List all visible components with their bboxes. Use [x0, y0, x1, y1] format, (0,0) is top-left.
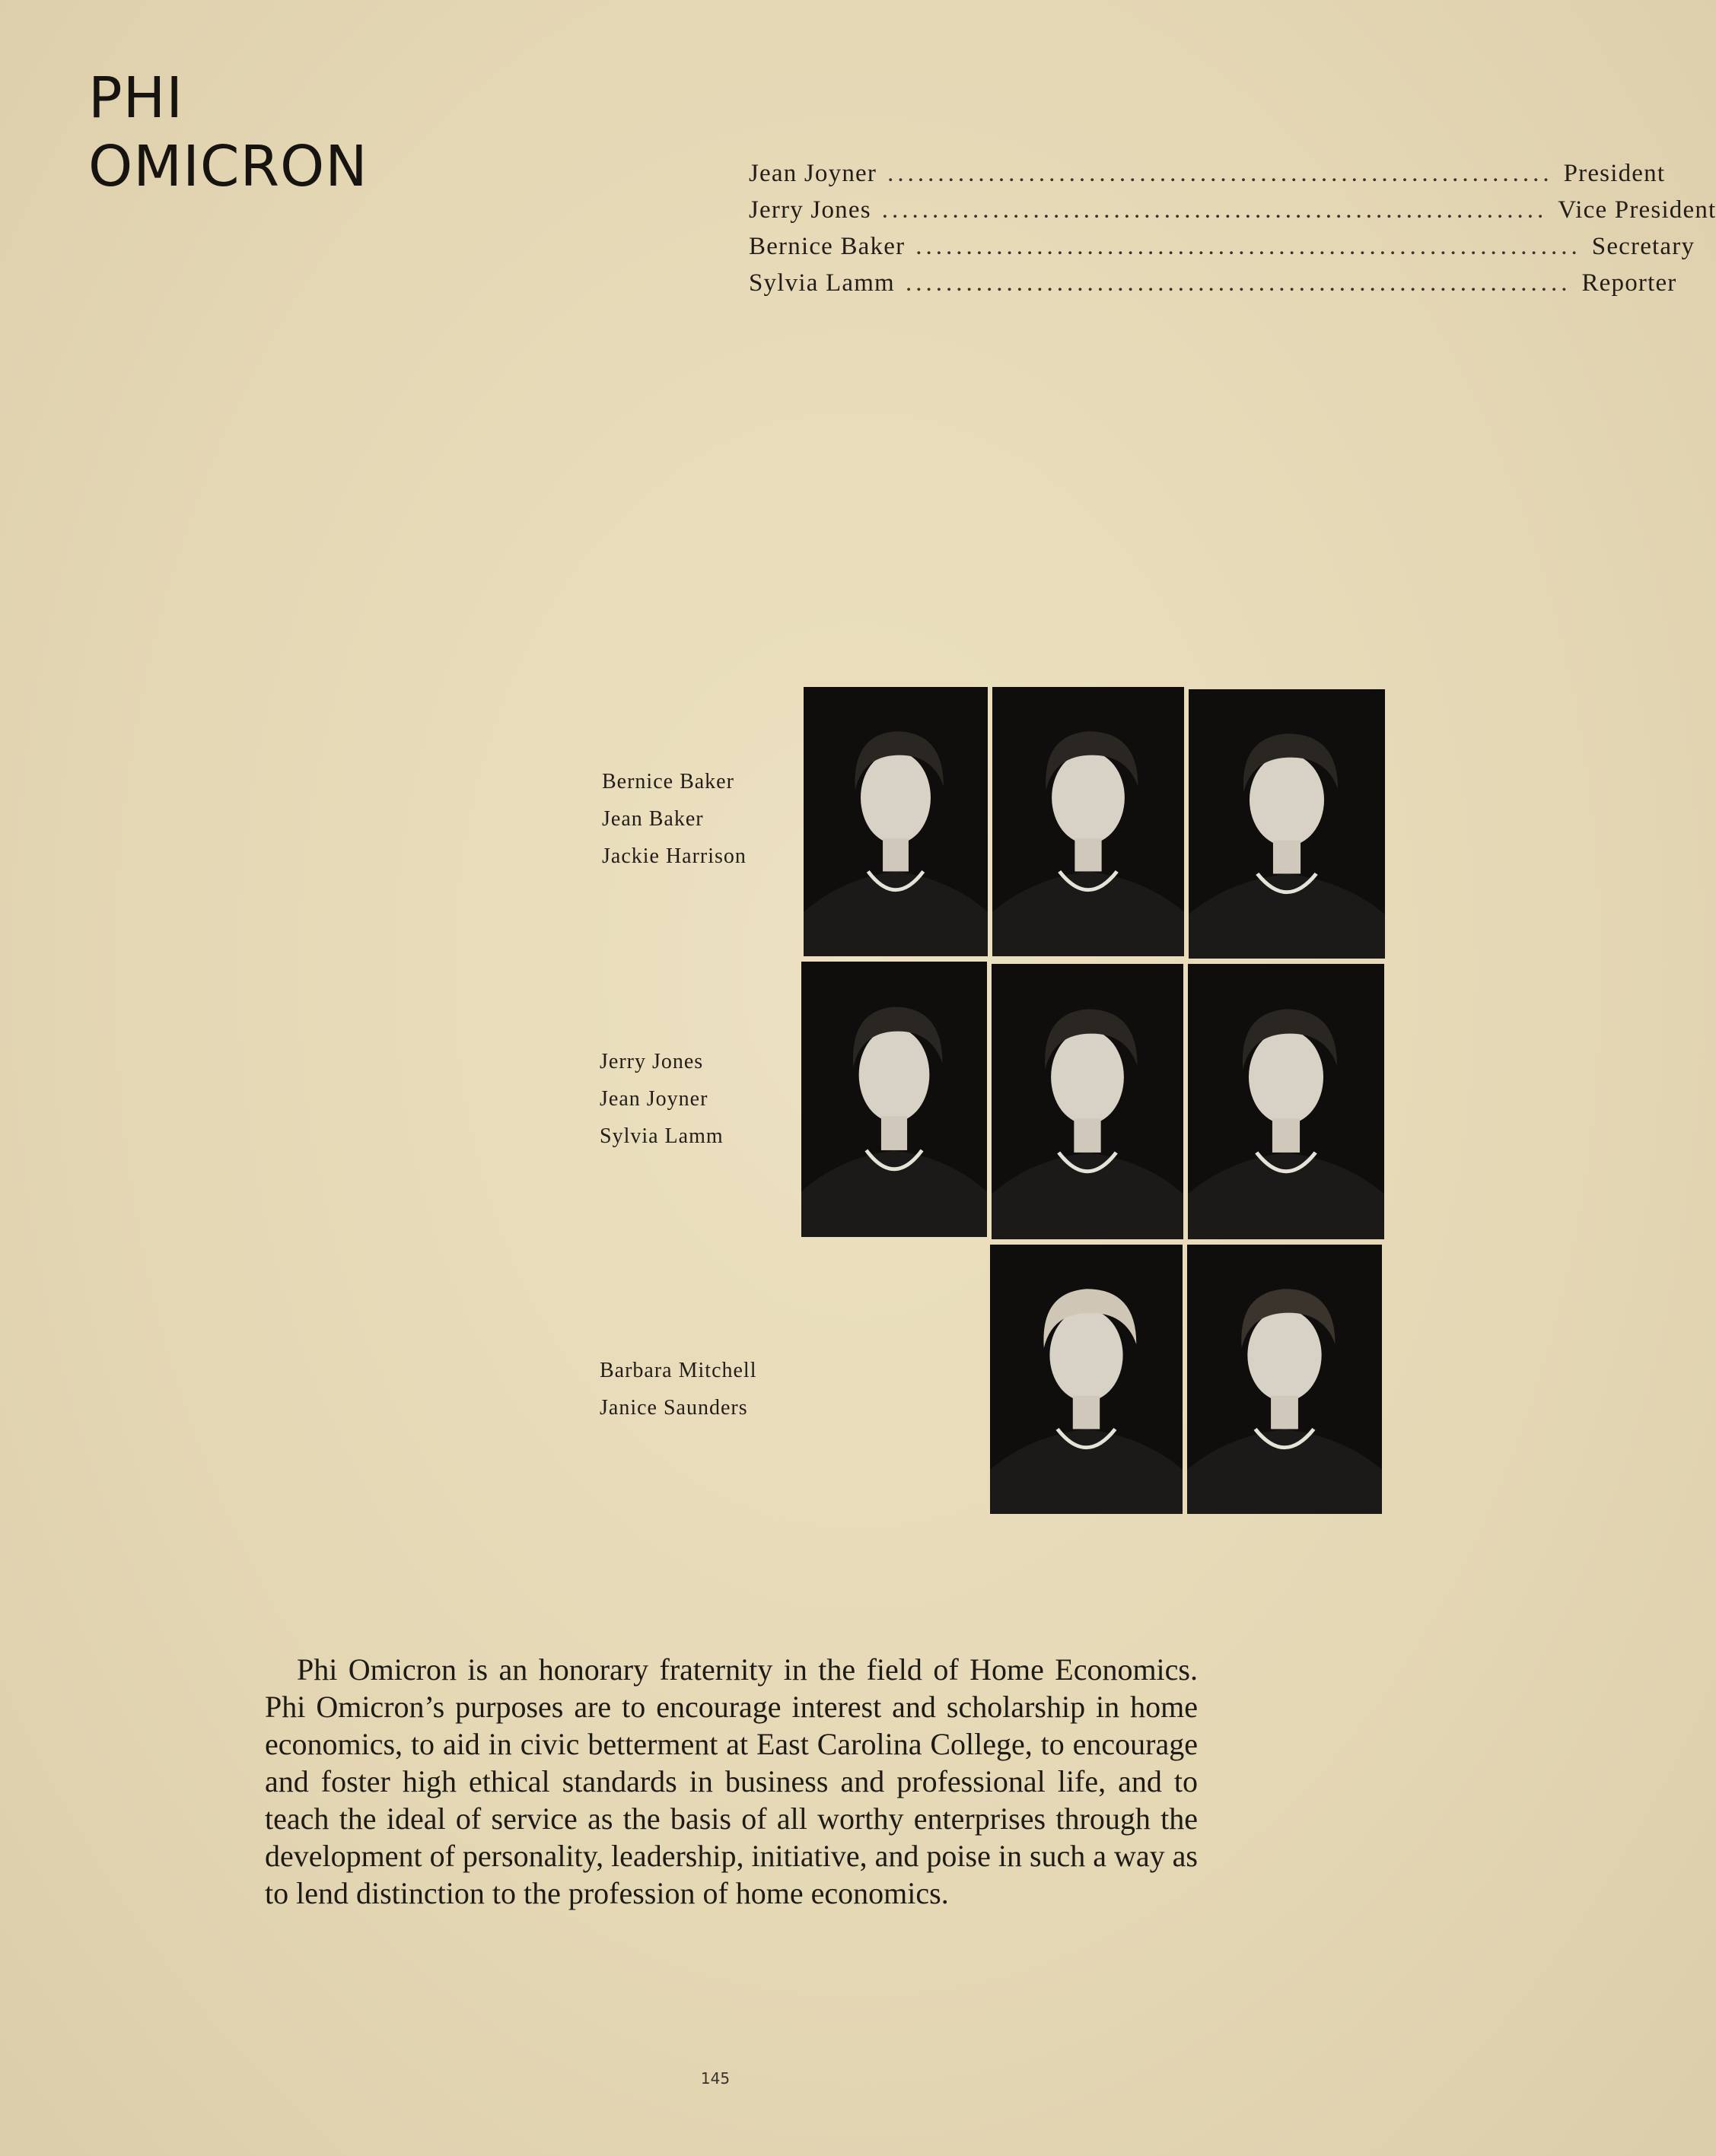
leader-dots: .................................................................. — [905, 269, 1571, 297]
member-name: Jean Baker — [602, 807, 704, 831]
title-line-1: PHI — [88, 65, 184, 131]
member-name: Jackie Harrison — [602, 844, 747, 868]
member-name: Barbara Mitchell — [600, 1359, 757, 1382]
officer-row — [749, 196, 1716, 233]
photo-row-3-names — [600, 1359, 756, 1433]
portrait-photo — [992, 687, 1184, 956]
officers-list — [749, 160, 1716, 306]
leader-dots: .................................................................. — [915, 233, 1581, 260]
leader-dots: .................................................................. — [887, 160, 1553, 187]
photo-row-2-names — [600, 1050, 724, 1162]
photo-row-1-names — [602, 770, 747, 882]
officer-name: Sylvia Lamm — [749, 269, 895, 297]
officer-role: Vice President — [1558, 196, 1716, 224]
page-title — [88, 67, 368, 204]
officer-name: Jerry Jones — [749, 196, 871, 224]
member-name: Jerry Jones — [600, 1050, 704, 1073]
page-number: 145 — [700, 2069, 731, 2088]
portrait-photo — [990, 1245, 1183, 1514]
officer-row — [749, 269, 1677, 306]
portrait-photo — [804, 687, 988, 956]
officer-row — [749, 233, 1695, 269]
officer-role: Secretary — [1591, 233, 1695, 260]
member-name: Jean Joyner — [600, 1087, 708, 1111]
officer-role: President — [1563, 160, 1666, 187]
title-line-2: OMICRON — [88, 134, 368, 199]
portrait-photo — [992, 964, 1183, 1239]
portrait-photo — [801, 962, 987, 1237]
member-name: Sylvia Lamm — [600, 1124, 724, 1148]
officer-role: Reporter — [1581, 269, 1677, 297]
officer-row — [749, 160, 1666, 196]
leader-dots: .................................................................. — [881, 196, 1548, 224]
portrait-photo — [1188, 964, 1384, 1239]
member-name: Janice Saunders — [600, 1396, 748, 1420]
portrait-photo — [1187, 1245, 1382, 1514]
member-name: Bernice Baker — [602, 770, 734, 793]
description-paragraph: Phi Omicron is an honorary fraternity in the field of Home Economics. Phi Omicron’s purposes are to encourage interest and scholarship in home economics, to aid in civic betterment at East Carolina College, to encourage and foster high ethical standards in business and professional life, and to teach the ideal of service as the basis of all worthy enterprises through the development of personality, leadership, initiative, and poise in such a way as to lend distinction to the profession of home economics. — [265, 1652, 1198, 1910]
officer-name: Bernice Baker — [749, 233, 906, 260]
officer-name: Jean Joyner — [749, 160, 877, 187]
portrait-photo — [1189, 689, 1385, 959]
